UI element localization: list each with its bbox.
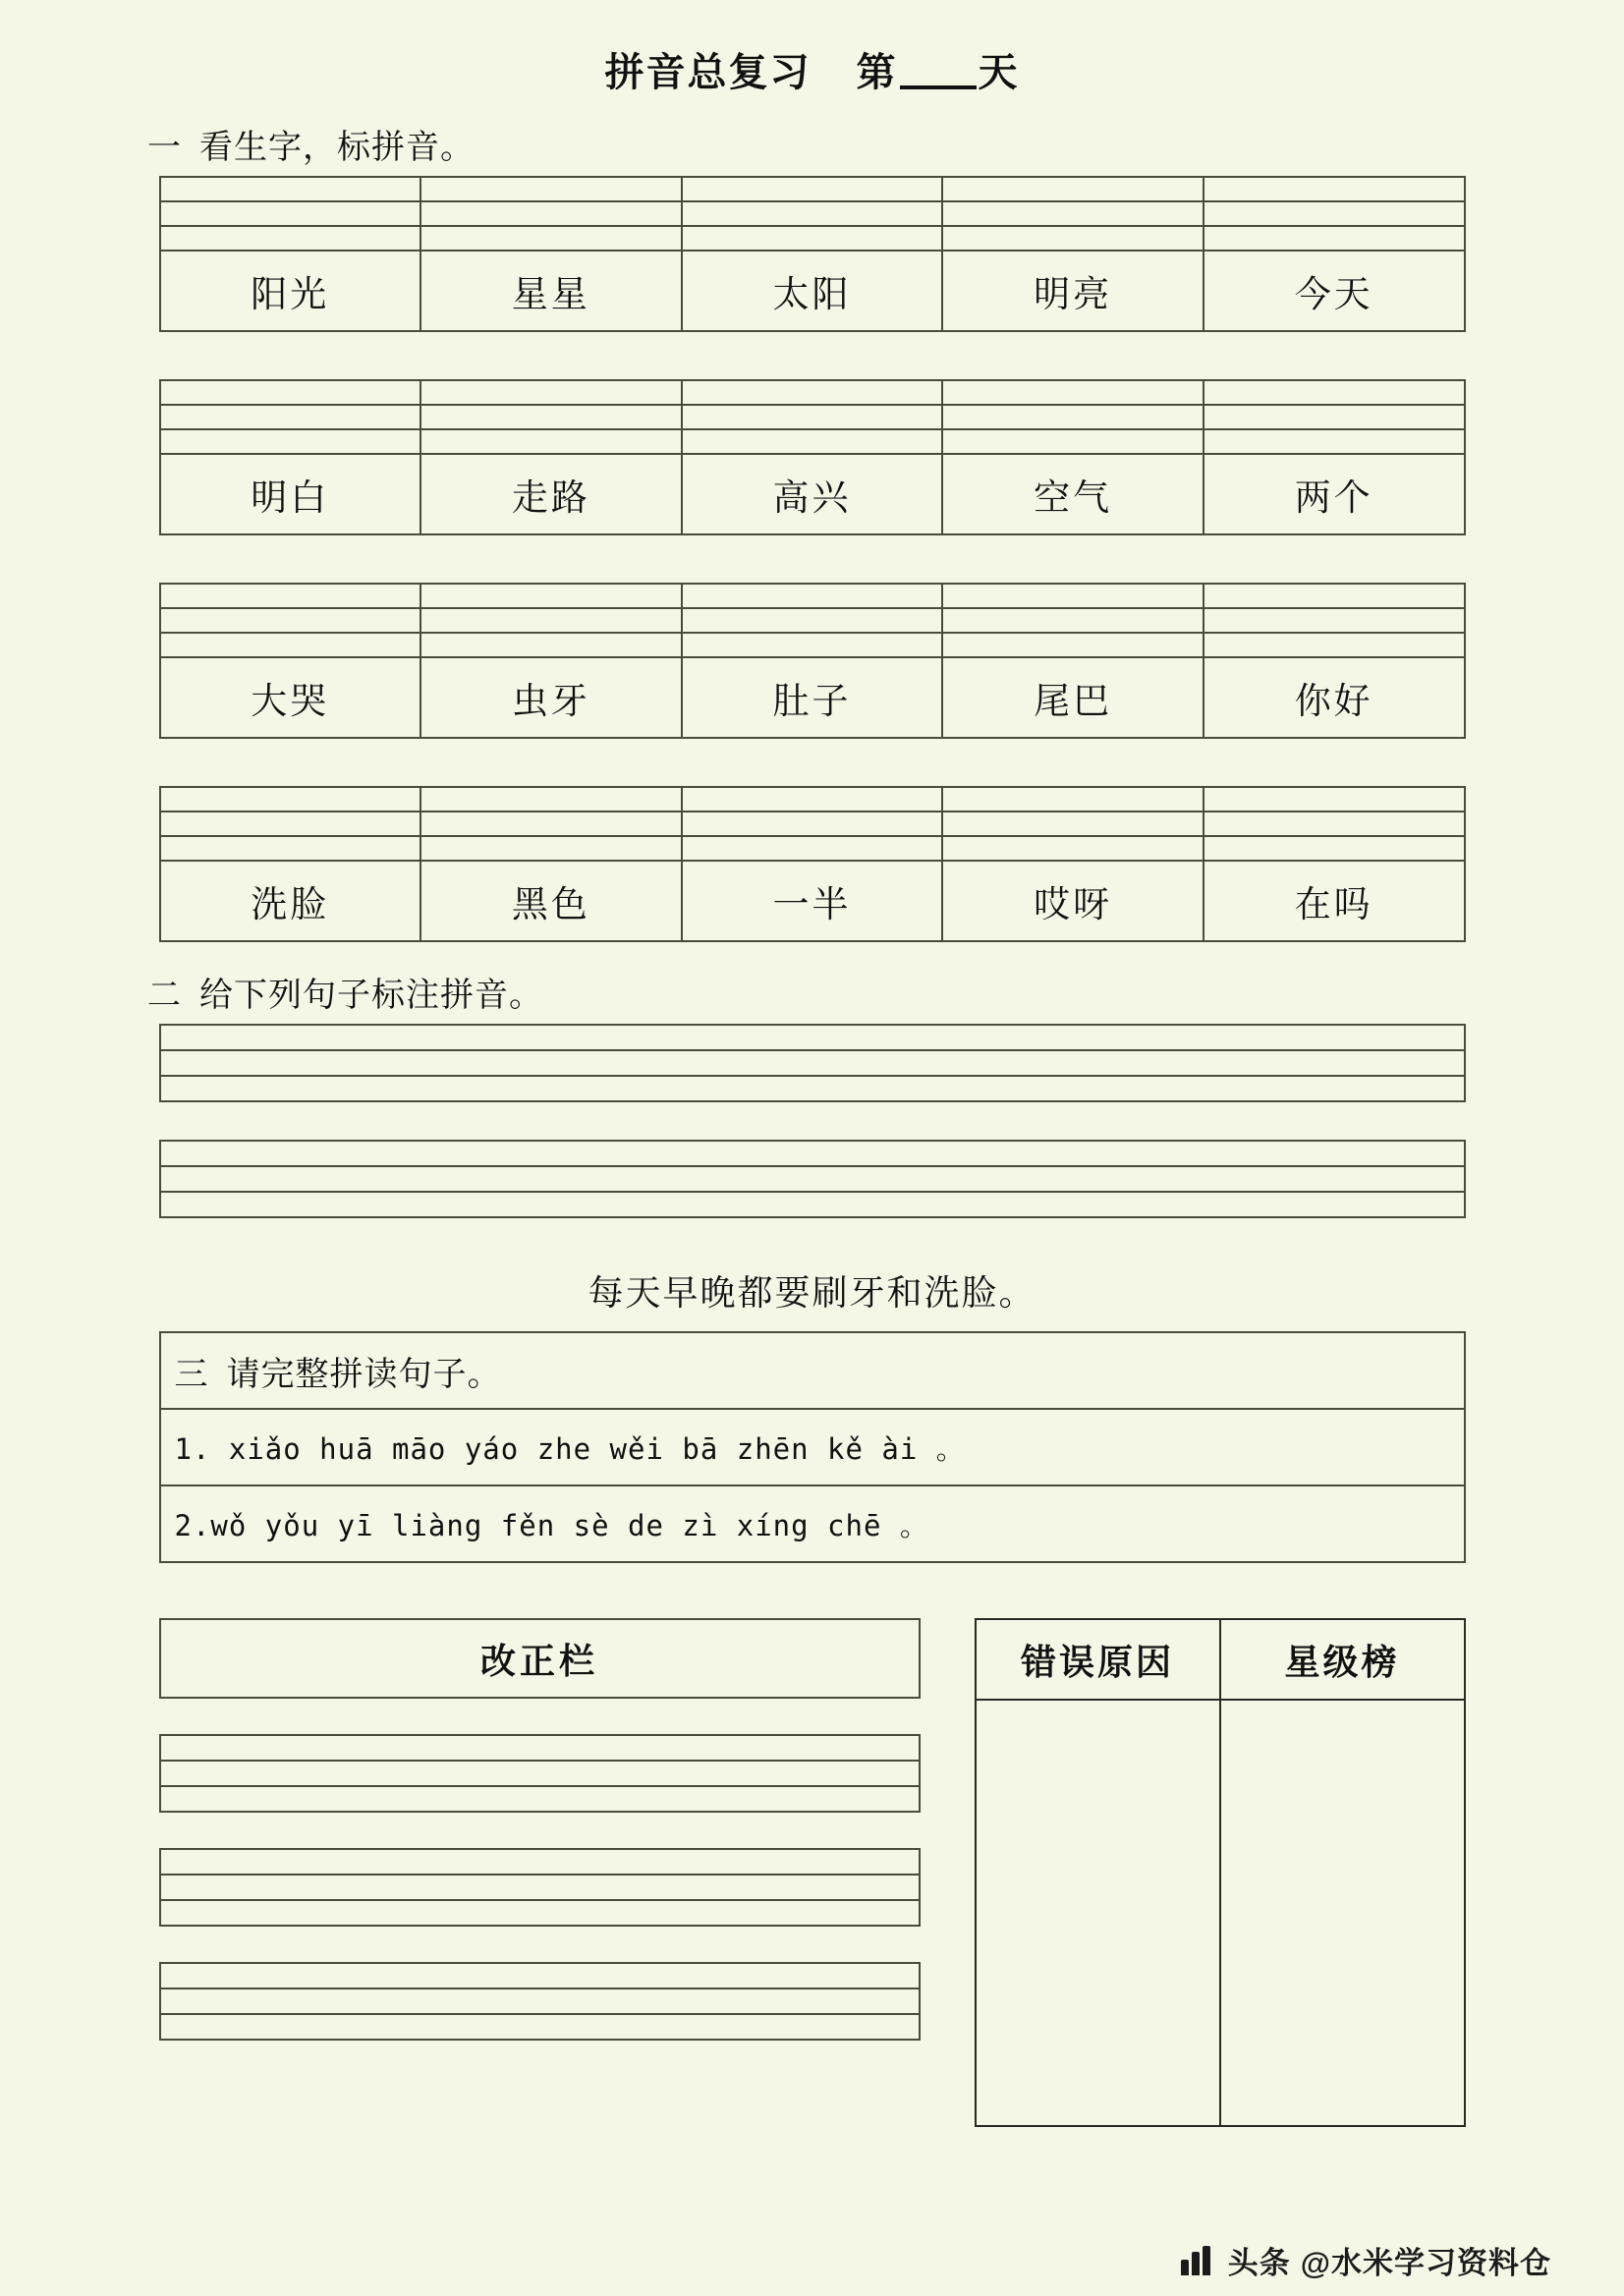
pinyin-write-row[interactable] xyxy=(160,429,1465,454)
pinyin-cell[interactable] xyxy=(420,380,682,405)
write-line-cell[interactable] xyxy=(160,1025,1465,1050)
toutiao-logo-icon xyxy=(1181,2246,1218,2275)
star-rank-header: 星级榜 xyxy=(1220,1619,1465,1700)
word-cell: 明白 xyxy=(160,454,421,534)
error-reason-cell[interactable] xyxy=(976,1700,1220,2126)
word-cell: 肚子 xyxy=(682,657,943,738)
day-blank-underline[interactable] xyxy=(900,85,977,89)
word-cell: 走路 xyxy=(420,454,682,534)
write-line[interactable] xyxy=(160,1025,1465,1050)
correction-lines-block-1 xyxy=(159,1734,921,1813)
word-table-4 xyxy=(159,786,1466,942)
spacer xyxy=(0,332,1624,379)
watermark xyxy=(1181,2238,1551,2282)
pinyin-cell[interactable] xyxy=(942,787,1204,812)
pinyin-write-row[interactable] xyxy=(160,633,1465,657)
pinyin-cell[interactable] xyxy=(682,787,943,812)
pinyin-cell[interactable] xyxy=(1204,405,1465,429)
correction-lines-block-3 xyxy=(159,1962,921,2041)
write-line-cell[interactable] xyxy=(160,1875,920,1900)
assessment-body-row xyxy=(976,1700,1465,2126)
write-line-cell[interactable] xyxy=(160,1900,920,1926)
pinyin-cell[interactable] xyxy=(1204,177,1465,201)
section-two-text: 给下列句子标注拼音。 xyxy=(199,978,543,1014)
write-line[interactable] xyxy=(160,1849,920,1875)
pinyin-cell[interactable] xyxy=(420,584,682,608)
pinyin-cell[interactable] xyxy=(420,836,682,861)
pinyin-cell[interactable] xyxy=(942,812,1204,836)
pinyin-sentence-row xyxy=(160,1409,1465,1485)
write-line[interactable] xyxy=(160,1988,920,2014)
pinyin-cell[interactable] xyxy=(942,584,1204,608)
pinyin-sentence-1: 1. xiǎo huā māo yáo zhe wěi bā zhēn kě ài 。 xyxy=(174,1431,966,1466)
write-line[interactable] xyxy=(160,1875,920,1900)
pinyin-cell[interactable] xyxy=(682,405,943,429)
word-cell: 高兴 xyxy=(682,454,943,534)
word-cell: 在吗 xyxy=(1204,861,1465,941)
pinyin-cell[interactable] xyxy=(1204,226,1465,251)
pinyin-write-row[interactable] xyxy=(160,836,1465,861)
day-label-suffix: 天 xyxy=(978,50,1020,94)
word-cell: 你好 xyxy=(1204,657,1465,738)
pinyin-cell[interactable] xyxy=(420,405,682,429)
pinyin-cell[interactable] xyxy=(160,177,421,201)
pinyin-cell[interactable] xyxy=(942,429,1204,454)
pinyin-cell[interactable] xyxy=(1204,836,1465,861)
word-cell: 阳光 xyxy=(160,251,421,331)
correction-title: 改正栏 xyxy=(159,1618,921,1699)
sentence-pinyin-block-1 xyxy=(159,1024,1466,1102)
spacer xyxy=(0,535,1624,583)
word-cell: 太阳 xyxy=(682,251,943,331)
pinyin-write-row[interactable] xyxy=(160,584,1465,608)
section-two-heading xyxy=(147,968,1624,1016)
section-one-heading xyxy=(147,120,1624,168)
write-line[interactable] xyxy=(160,1050,1465,1076)
write-line-cell[interactable] xyxy=(160,1735,920,1761)
word-cell: 空气 xyxy=(942,454,1204,534)
correction-column xyxy=(159,1618,921,2041)
pinyin-cell[interactable] xyxy=(942,380,1204,405)
word-row xyxy=(160,861,1465,941)
assessment-table xyxy=(975,1618,1466,2127)
pinyin-cell[interactable] xyxy=(682,584,943,608)
pinyin-sentence-row xyxy=(160,1485,1465,1562)
section-three-heading-row xyxy=(160,1332,1465,1409)
write-line[interactable] xyxy=(160,1963,920,1988)
write-line[interactable] xyxy=(160,1192,1465,1217)
watermark-handle: @水米学习资料仓 xyxy=(1300,2246,1551,2280)
pinyin-cell[interactable] xyxy=(420,633,682,657)
word-table-3 xyxy=(159,583,1466,739)
word-row xyxy=(160,657,1465,738)
pinyin-cell[interactable] xyxy=(160,405,421,429)
sentence-pinyin-block-2 xyxy=(159,1140,1466,1218)
pinyin-cell[interactable] xyxy=(160,380,421,405)
write-line[interactable] xyxy=(160,1141,1465,1166)
write-line[interactable] xyxy=(160,1786,920,1812)
pinyin-cell[interactable] xyxy=(682,201,943,226)
word-cell: 今天 xyxy=(1204,251,1465,331)
pinyin-cell[interactable] xyxy=(942,608,1204,633)
pinyin-cell[interactable] xyxy=(160,201,421,226)
write-line-cell[interactable] xyxy=(160,1849,920,1875)
write-line[interactable] xyxy=(160,1900,920,1926)
error-reason-header: 错误原因 xyxy=(976,1619,1220,1700)
pinyin-cell[interactable] xyxy=(942,226,1204,251)
pinyin-cell[interactable] xyxy=(1204,584,1465,608)
section-one-number: 一 xyxy=(147,130,182,166)
word-cell: 一半 xyxy=(682,861,943,941)
write-line-cell[interactable] xyxy=(160,1963,920,1988)
pinyin-cell[interactable] xyxy=(160,812,421,836)
pinyin-cell[interactable] xyxy=(1204,608,1465,633)
pinyin-cell[interactable] xyxy=(160,429,421,454)
word-cell: 尾巴 xyxy=(942,657,1204,738)
page-title xyxy=(0,0,1624,94)
target-sentence: 每天早晚都要刷牙和洗脸。 xyxy=(588,1273,1036,1313)
pinyin-cell[interactable] xyxy=(682,429,943,454)
star-rank-cell[interactable] xyxy=(1220,1700,1465,2126)
pinyin-write-row[interactable] xyxy=(160,787,1465,812)
pinyin-cell[interactable] xyxy=(1204,380,1465,405)
word-table-2 xyxy=(159,379,1466,535)
pinyin-cell[interactable] xyxy=(942,201,1204,226)
pinyin-cell[interactable] xyxy=(682,633,943,657)
word-cell: 两个 xyxy=(1204,454,1465,534)
pinyin-write-row[interactable] xyxy=(160,201,1465,226)
correction-lines-block-2 xyxy=(159,1848,921,1927)
pinyin-cell[interactable] xyxy=(942,836,1204,861)
write-line-cell[interactable] xyxy=(160,1786,920,1812)
pinyin-sentence-2: 2.wǒ yǒu yī liàng fěn sè de zì xíng chē 。 xyxy=(174,1508,929,1542)
watermark-brand: 头条 xyxy=(1227,2246,1291,2280)
pinyin-cell[interactable] xyxy=(420,608,682,633)
section-three-heading xyxy=(160,1332,1465,1409)
pinyin-cell[interactable] xyxy=(420,787,682,812)
write-line-cell[interactable] xyxy=(160,1761,920,1786)
word-table-1 xyxy=(159,176,1466,332)
spacer xyxy=(0,739,1624,786)
assessment-column xyxy=(975,1618,1466,2127)
pinyin-write-row[interactable] xyxy=(160,177,1465,201)
word-row xyxy=(160,454,1465,534)
pinyin-write-row[interactable] xyxy=(160,226,1465,251)
pinyin-cell[interactable] xyxy=(420,177,682,201)
pinyin-cell[interactable] xyxy=(682,812,943,836)
write-line-cell[interactable] xyxy=(160,1166,1465,1192)
pinyin-write-row[interactable] xyxy=(160,812,1465,836)
pinyin-cell[interactable] xyxy=(1204,787,1465,812)
section-three-box xyxy=(159,1331,1466,1563)
pinyin-cell[interactable] xyxy=(160,787,421,812)
word-cell: 大哭 xyxy=(160,657,421,738)
pinyin-cell[interactable] xyxy=(1204,429,1465,454)
word-cell: 虫牙 xyxy=(420,657,682,738)
pinyin-write-row[interactable] xyxy=(160,608,1465,633)
pinyin-cell[interactable] xyxy=(420,812,682,836)
write-line-cell[interactable] xyxy=(160,1988,920,2014)
pinyin-write-row[interactable] xyxy=(160,405,1465,429)
assessment-header-row xyxy=(976,1619,1465,1700)
word-cell: 明亮 xyxy=(942,251,1204,331)
pinyin-cell[interactable] xyxy=(942,405,1204,429)
word-cell: 星星 xyxy=(420,251,682,331)
word-cell: 洗脸 xyxy=(160,861,421,941)
pinyin-cell[interactable] xyxy=(682,226,943,251)
write-line-cell[interactable] xyxy=(160,1050,1465,1076)
pinyin-cell[interactable] xyxy=(420,201,682,226)
write-line-cell[interactable] xyxy=(160,2014,920,2040)
section-three-number: 三 xyxy=(174,1356,209,1393)
page-title-main: 拼音总复习 xyxy=(604,50,812,94)
pinyin-cell[interactable] xyxy=(1204,812,1465,836)
pinyin-cell[interactable] xyxy=(682,836,943,861)
write-line-cell[interactable] xyxy=(160,1141,1465,1166)
pinyin-cell[interactable] xyxy=(160,584,421,608)
pinyin-cell[interactable] xyxy=(160,226,421,251)
pinyin-cell[interactable] xyxy=(1204,633,1465,657)
pinyin-cell[interactable] xyxy=(160,836,421,861)
bottom-area xyxy=(159,1618,1466,2127)
section-three-text: 请完整拼读句子。 xyxy=(226,1356,502,1393)
word-row xyxy=(160,251,1465,331)
pinyin-cell[interactable] xyxy=(682,380,943,405)
pinyin-cell[interactable] xyxy=(160,608,421,633)
pinyin-cell[interactable] xyxy=(1204,201,1465,226)
write-line-cell[interactable] xyxy=(160,1192,1465,1217)
section-one-text: 看生字，标拼音。 xyxy=(199,130,475,166)
write-line[interactable] xyxy=(160,1076,1465,1101)
pinyin-cell[interactable] xyxy=(420,226,682,251)
write-line-cell[interactable] xyxy=(160,1076,1465,1101)
pinyin-cell[interactable] xyxy=(682,608,943,633)
pinyin-cell[interactable] xyxy=(682,177,943,201)
section-two-number: 二 xyxy=(147,978,182,1014)
day-label-prefix: 第 xyxy=(856,50,898,94)
pinyin-write-row[interactable] xyxy=(160,380,1465,405)
write-line[interactable] xyxy=(160,1735,920,1761)
write-line[interactable] xyxy=(160,1761,920,1786)
pinyin-cell[interactable] xyxy=(942,177,1204,201)
pinyin-cell[interactable] xyxy=(160,633,421,657)
word-cell: 哎呀 xyxy=(942,861,1204,941)
pinyin-cell[interactable] xyxy=(942,633,1204,657)
word-cell: 黑色 xyxy=(420,861,682,941)
write-line[interactable] xyxy=(160,1166,1465,1192)
pinyin-cell[interactable] xyxy=(420,429,682,454)
write-line[interactable] xyxy=(160,2014,920,2040)
spacer xyxy=(0,1102,1624,1140)
